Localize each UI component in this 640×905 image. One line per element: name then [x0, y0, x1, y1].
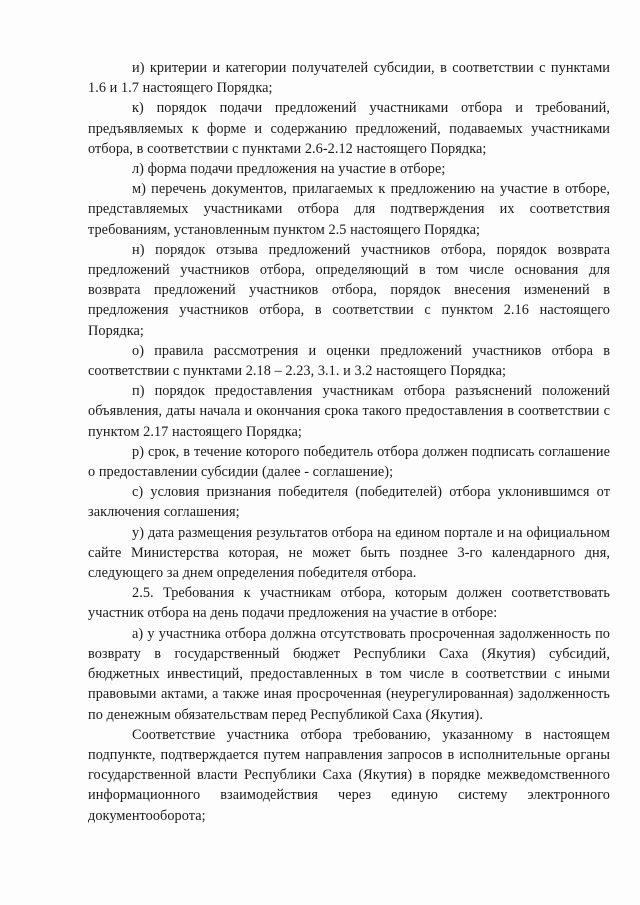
paragraph-s: с) условия признания победителя (победителей) отбора уклонившимся от заключения соглашения; [88, 484, 610, 521]
paragraph-n: н) порядок отзыва предложений участников отбора, порядок возврата предложений участников отбора, определяющий в том числе основания для возврата предложений участников отбора, порядок внесения изменений в предложения участников отбора, в соответствии с пунктом 2.16 настоящего Порядка; [88, 241, 610, 339]
section-2-5-heading: 2.5. Требования к участникам отбора, которым должен соответствовать участник отбора на день подачи предложения на участие в отборе: [88, 585, 610, 622]
paragraph-o: о) правила рассмотрения и оценки предложений участников отбора в соответствии с пунктами 2.18 – 2.23, 3.1. и 3.2 настоящего Порядка; [88, 342, 610, 380]
paragraph-l: л) форма подачи предложения на участие в отборе; [132, 161, 446, 178]
paragraph-r: р) срок, в течение которого победитель отбора должен подписать соглашение о предоставлении субсидии (далее - соглашение); [88, 443, 610, 481]
paragraph-a: а) у участника отбора должна отсутствовать просроченная задолженность по возврату в государственный бюджет Республики Саха (Якутия) субсидий, бюджетных инвестиций, предоставленных в том числе в соответствии с иными правовыми актами, а также иная просроченная (неурегулированная) задолженность по денежным обязательствам перед Республикой Саха (Якутия). [88, 625, 610, 723]
paragraph-p: п) порядок предоставления участникам отбора разъяснений положений объявления, даты начала и окончания срока такого предоставления в соответствии с пунктом 2.17 настоящего Порядка; [88, 383, 610, 440]
paragraph-k: к) порядок подачи предложений участниками отбора и требований, предъявляемых к форме и содержанию предложений, подаваемых участниками отбора, в соответствии с пунктами 2.6-2.12 настоящего Порядка; [88, 100, 610, 157]
document-body [88, 58, 610, 826]
paragraph-i: и) критерии и категории получателей субсидии, в соответствии с пунктами 1.6 и 1.7 настоящего Порядка; [88, 60, 610, 97]
paragraph-u: у) дата размещения результатов отбора на едином портале и на официальном сайте Министерства которая, не может быть позднее 3-го календарного дня, следующего за днем определения победителя отбора. [88, 524, 610, 582]
paragraph-m: м) перечень документов, прилагаемых к предложению на участие в отборе, представляемых участниками отбора для подтверждения их соответствия требованиям, установленным пунктом 2.5 настоящего Порядка; [88, 181, 610, 238]
paragraph-compliance: Соответствие участника отбора требованию, указанному в настоящем подпункте, подтверждается путем направления запросов в исполнительные органы государственной власти Республики Саха (Якутия) в порядке межведомственного информационного взаимодействия через единую систему электронного документооборота; [88, 726, 610, 824]
